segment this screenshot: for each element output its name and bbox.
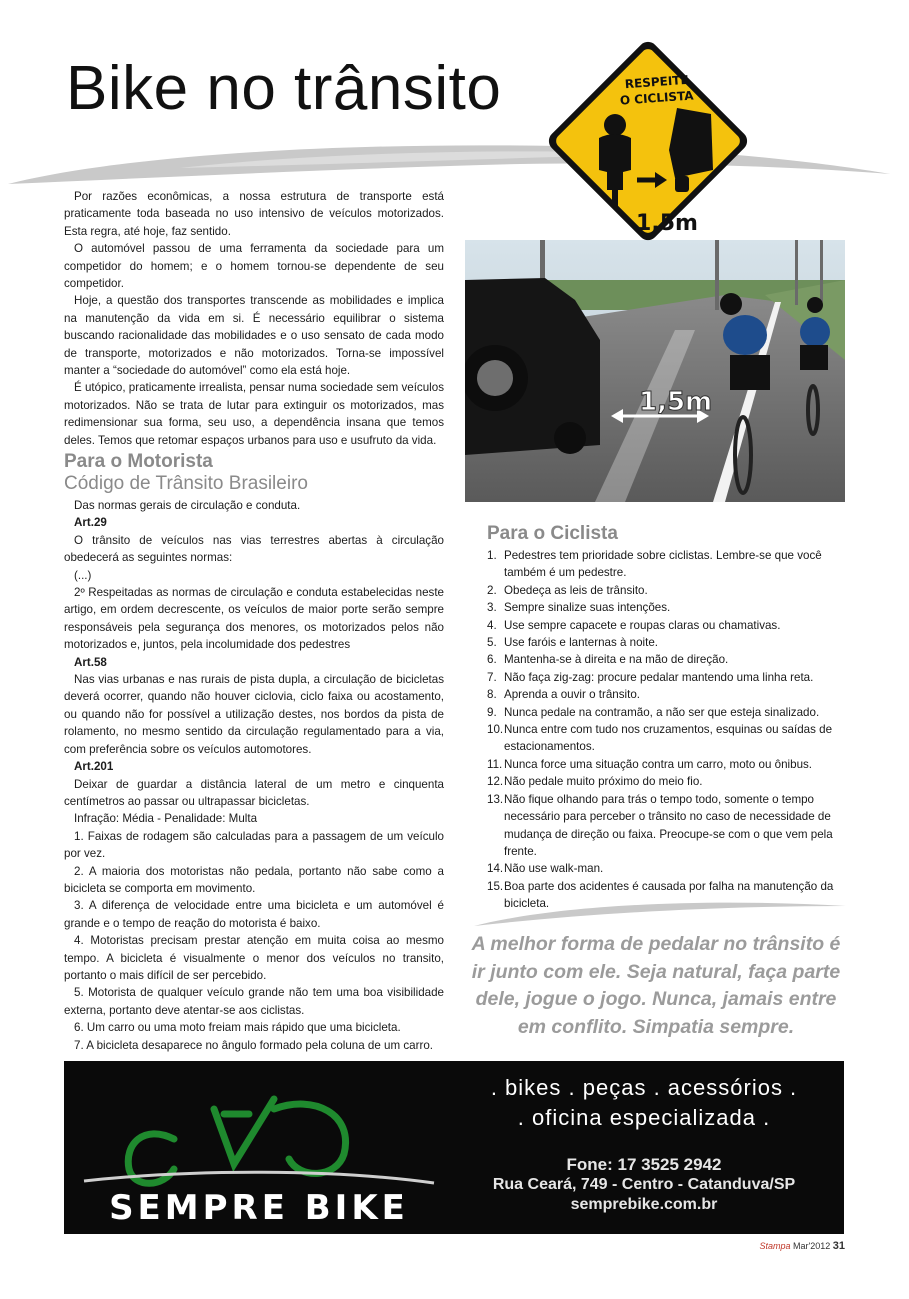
sempre-bike-ad — [64, 1061, 844, 1234]
ad-address: Rua Ceará, 749 - Centro - Catanduva/SP — [492, 1176, 796, 1193]
ctb-heading: Código de Trânsito Brasileiro — [64, 473, 308, 494]
intro-paragraph: Hoje, a questão dos transportes transcende as mobilidades e implica na manutenção da vida em si. É necessário equilibrar o sistema buscando racionalidade das mobilidades e o uso sensato de cada modo de transporte, motorizados e não motorizados. Torna-se impossível manter a “sociedade do automóvel” como ela está hoje. — [64, 294, 444, 378]
footer-brand: Stampa — [759, 1241, 791, 1251]
list-item: 5. Use faróis e lanternas à noite. — [487, 636, 659, 650]
intro-paragraph: O automóvel passou de uma ferramenta da sociedade para um competidor do homem; e o homem tornou-se dependente de seu competidor. — [64, 242, 444, 291]
ciclista-heading: Para o Ciclista — [487, 523, 618, 544]
ad-phone: Fone: 17 3525 2942 — [566, 1155, 722, 1174]
ad-logo-text: SEMPRE BIKE — [109, 1188, 409, 1228]
page-footer — [759, 1240, 845, 1252]
list-item: 15. Boa parte dos acidentes é causada por falha na manutenção da bicicleta. — [487, 879, 834, 911]
list-item: 10. Nunca entre com tudo nos cruzamentos, esquinas ou saídas de estacionamentos. — [487, 723, 833, 754]
motorista-item: 5. Motorista de qualquer veículo grande não tem uma boa visibilidade externa, portanto deve atentar-se aos ciclistas. — [64, 986, 444, 1017]
list-item: 14. Não use walk-man. — [487, 862, 604, 876]
motorista-intro: Das normas gerais de circulação e conduta. — [74, 499, 301, 512]
art201-label: Art.201 — [74, 760, 114, 774]
list-item: 7. Não faça zig-zag: procure pedalar mantendo uma linha reta. — [487, 670, 814, 684]
list-item: 11. Nunca force uma situação contra um carro, moto ou ônibus. — [487, 757, 813, 771]
motorista-item: 6. Um carro ou uma moto freiam mais rápido que uma bicicleta. — [74, 1021, 401, 1035]
intro-paragraph: É utópico, praticamente irrealista, pensar numa sociedade sem veículos motorizados. Não se trata de lutar para extinguir os motorizados, mas redimensionar sua forma, seu uso, a dependência insana que temos deles. Temos que retomar espaços urbanos para uso e usufruto da vida. — [64, 381, 444, 447]
motorista-item: 4. Motoristas precisam prestar atenção em muita coisa ao mesmo tempo. A bicicleta é visualmente o menor dos veículos no transito, portanto o mais difícil de ser percebido. — [64, 934, 444, 982]
list-item: 9. Nunca pedale na contramão, a não ser que esteja sinalizado. — [487, 705, 820, 719]
art29-label: Art.29 — [74, 516, 107, 530]
intro-paragraph: Por razões econômicas, a nossa estrutura de transporte está praticamente toda baseada no uso intensivo de veículos motorizados. Esta regra, até hoje, faz sentido. — [64, 190, 444, 238]
list-item: 6. Mantenha-se à direita e na mão de direção. — [487, 653, 729, 667]
intro-text — [64, 188, 444, 449]
bike-logo-icon — [74, 1069, 444, 1229]
list-item: 12. Não pedale muito próximo do meio fio. — [487, 775, 703, 789]
list-item: 8. Aprenda a ouvir o trânsito. — [487, 688, 640, 702]
quote-swoosh — [470, 896, 850, 930]
list-item: 13. Não fique olhando para trás o tempo todo, somente o tempo necessário para perceber o trânsito no caso de necessidade de mudança de direção ou faixa. Preocupe-se com o que vem pela frente. — [487, 792, 833, 858]
sign-line1: RESPEITE — [624, 72, 690, 92]
motorista-item: 1. Faixas de rodagem são calculadas para a passagem de um veículo por vez. — [64, 829, 444, 861]
pull-quote: A melhor forma de pedalar no trânsito é ir junto com ele. Seja natural, faça parte dele, jogue o jogo. Nunca, jamais entre em conflito. Simpatia sempre. — [471, 933, 841, 1038]
list-item: 2. Obedeça as leis de trânsito. — [487, 583, 648, 597]
sign-distance: 1,5m — [636, 211, 698, 236]
ad-tagline-1: . bikes . peças . acessórios . — [490, 1075, 798, 1100]
title-swoosh — [0, 128, 909, 192]
footer-issue: Mar'2012 — [792, 1241, 831, 1251]
art58-text: Nas vias urbanas e nas rurais de pista dupla, a circulação de bicicletas deverá ocorrer, quando não houver ciclovia, ciclo faixa ou acostamento, ou quando não for possível a utilização destes, nos bordos da pista de rolamento, no mesmo sentido da circulação regulamentado para a via, com preferência sobre os veículos automotores. — [64, 673, 444, 756]
photo-distance-label: 1,5m — [639, 387, 713, 417]
list-item: 3. Sempre sinalize suas intenções. — [487, 601, 671, 615]
ciclista-list — [487, 547, 847, 913]
list-item: 1. Pedestres tem prioridade sobre ciclistas. Lembre-se que você também é um pedestre. — [487, 549, 822, 580]
cyclists-road-photo — [465, 240, 845, 502]
motorista-item: 7. A bicicleta desaparece no ângulo formado pela coluna de um carro. — [74, 1038, 433, 1052]
ciclista-section — [487, 523, 847, 913]
ad-tagline-2: . oficina especializada . — [517, 1105, 771, 1130]
page-number: 31 — [832, 1240, 845, 1252]
page-title: Bike no trânsito — [66, 54, 502, 123]
infraction-text: Infração: Média - Penalidade: Multa — [74, 812, 258, 826]
motorista-section — [64, 451, 444, 1054]
motorista-item: 3. A diferença de velocidade entre uma bicicleta e um automóvel é grande e o tempo de reação do motorista é baixo. — [64, 899, 444, 930]
list-item: 4. Use sempre capacete e roupas claras ou chamativas. — [487, 618, 781, 632]
art201-text: Deixar de guardar a distância lateral de um metro e cinquenta centímetros ao passar ou ultrapassar bicicletas. — [64, 777, 444, 808]
motorista-heading: Para o Motorista — [64, 451, 213, 472]
motorista-item: 2. A maioria dos motoristas não pedala, portanto não sabe como a bicicleta se comporta em movimento. — [64, 864, 444, 895]
art29-text: O trânsito de veículos nas vias terrestres abertas à circulação obedecerá as seguintes normas: — [64, 533, 444, 565]
respect-cyclist-sign — [537, 30, 759, 252]
ad-website: semprebike.com.br — [570, 1196, 718, 1213]
art58-label: Art.58 — [74, 655, 107, 669]
art29-par2: 2º Respeitadas as normas de circulação e conduta estabelecidas neste artigo, em ordem decrescente, os veículos de maior porte serão sempre responsáveis pela segurança dos menores, os motorizados pelos não motorizados e, juntos, pela incolumidade dos pedestres — [64, 586, 444, 652]
ellipsis: (...) — [74, 568, 92, 582]
sign-line2: O CICLISTA — [619, 88, 695, 108]
